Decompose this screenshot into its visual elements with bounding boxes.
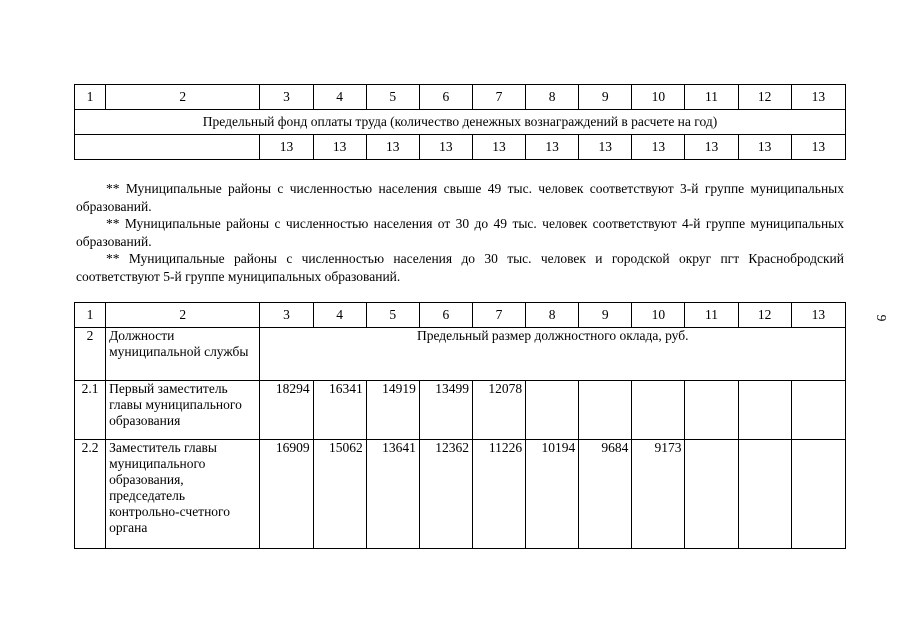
row-label: Должности муниципальной службы	[106, 328, 260, 381]
header-cell: 2	[106, 303, 260, 328]
table-cell: 12362	[419, 440, 472, 549]
header-cell: 4	[313, 85, 366, 110]
table-header-row	[75, 85, 846, 110]
table-salary	[74, 302, 846, 549]
table-cell: 13	[260, 135, 313, 160]
table-cell: 13	[685, 135, 738, 160]
table-cell	[791, 381, 845, 440]
header-cell: 1	[75, 85, 106, 110]
header-cell: 8	[526, 85, 579, 110]
table-cell: 9684	[579, 440, 632, 549]
table-cell	[685, 440, 738, 549]
table-row	[75, 328, 846, 381]
header-cell: 13	[791, 85, 845, 110]
header-cell: 12	[738, 85, 791, 110]
row-label: Заместитель главы муниципального образования, председатель контрольно-счетного органа	[106, 440, 260, 549]
table-cell: 13	[738, 135, 791, 160]
table-row	[75, 440, 846, 549]
header-cell: 1	[75, 303, 106, 328]
footnote: ** Муниципальные районы с численностью населения свыше 49 тыс. человек соответствуют 3-й группе муниципальных образований.	[76, 181, 844, 214]
header-cell: 11	[685, 303, 738, 328]
table-cell: 18294	[260, 381, 313, 440]
footnote: ** Муниципальные районы с численностью населения от 30 до 49 тыс. человек соответствуют 4-й группе муниципальных образований.	[76, 216, 844, 249]
table-cell: 13	[313, 135, 366, 160]
row-number: 2.1	[75, 381, 106, 440]
header-cell: 13	[791, 303, 845, 328]
footnote: ** Муниципальные районы с численностью населения до 30 тыс. человек и городской округ пгт Краснобродский соответствуют 5-й группе муниципальных образований.	[76, 251, 844, 284]
table-cell: 13	[791, 135, 845, 160]
row-number: 2.2	[75, 440, 106, 549]
table-cell: 16341	[313, 381, 366, 440]
header-cell: 11	[685, 85, 738, 110]
table-cell: 13	[526, 135, 579, 160]
table-cell: 13	[366, 135, 419, 160]
table-cell: 10194	[526, 440, 579, 549]
header-cell: 5	[366, 85, 419, 110]
table-cell: 13641	[366, 440, 419, 549]
table-cell	[632, 381, 685, 440]
merged-title: Предельный размер должностного оклада, руб.	[260, 328, 846, 381]
table-row	[75, 135, 846, 160]
header-cell: 8	[526, 303, 579, 328]
header-cell: 3	[260, 85, 313, 110]
table-cell: 9173	[632, 440, 685, 549]
table-cell	[791, 440, 845, 549]
section-title-row	[75, 110, 846, 135]
table-cell	[738, 440, 791, 549]
table-cell: 16909	[260, 440, 313, 549]
header-cell: 2	[106, 85, 260, 110]
table-cell	[75, 135, 260, 160]
table-cell	[579, 381, 632, 440]
page-number: 9	[874, 314, 889, 322]
header-cell: 12	[738, 303, 791, 328]
table-fund	[74, 84, 846, 160]
header-cell: 7	[472, 303, 525, 328]
table-cell	[685, 381, 738, 440]
table-cell: 15062	[313, 440, 366, 549]
table-cell	[738, 381, 791, 440]
table-cell: 13	[579, 135, 632, 160]
table-cell	[526, 381, 579, 440]
table-cell: 12078	[472, 381, 525, 440]
header-cell: 10	[632, 303, 685, 328]
section-title: Предельный фонд оплаты труда (количество денежных вознаграждений в расчете на год)	[75, 110, 846, 135]
header-cell: 4	[313, 303, 366, 328]
table-cell: 11226	[472, 440, 525, 549]
header-cell: 7	[472, 85, 525, 110]
footnotes	[76, 180, 844, 285]
row-label: Первый заместитель главы муниципального образования	[106, 381, 260, 440]
table-header-row	[75, 303, 846, 328]
header-cell: 6	[419, 303, 472, 328]
header-cell: 5	[366, 303, 419, 328]
row-number: 2	[75, 328, 106, 381]
table-row	[75, 381, 846, 440]
header-cell: 6	[419, 85, 472, 110]
header-cell: 3	[260, 303, 313, 328]
table-cell: 13	[632, 135, 685, 160]
table-cell: 13	[419, 135, 472, 160]
table-cell: 13499	[419, 381, 472, 440]
table-cell: 14919	[366, 381, 419, 440]
header-cell: 10	[632, 85, 685, 110]
table-cell: 13	[472, 135, 525, 160]
header-cell: 9	[579, 85, 632, 110]
header-cell: 9	[579, 303, 632, 328]
